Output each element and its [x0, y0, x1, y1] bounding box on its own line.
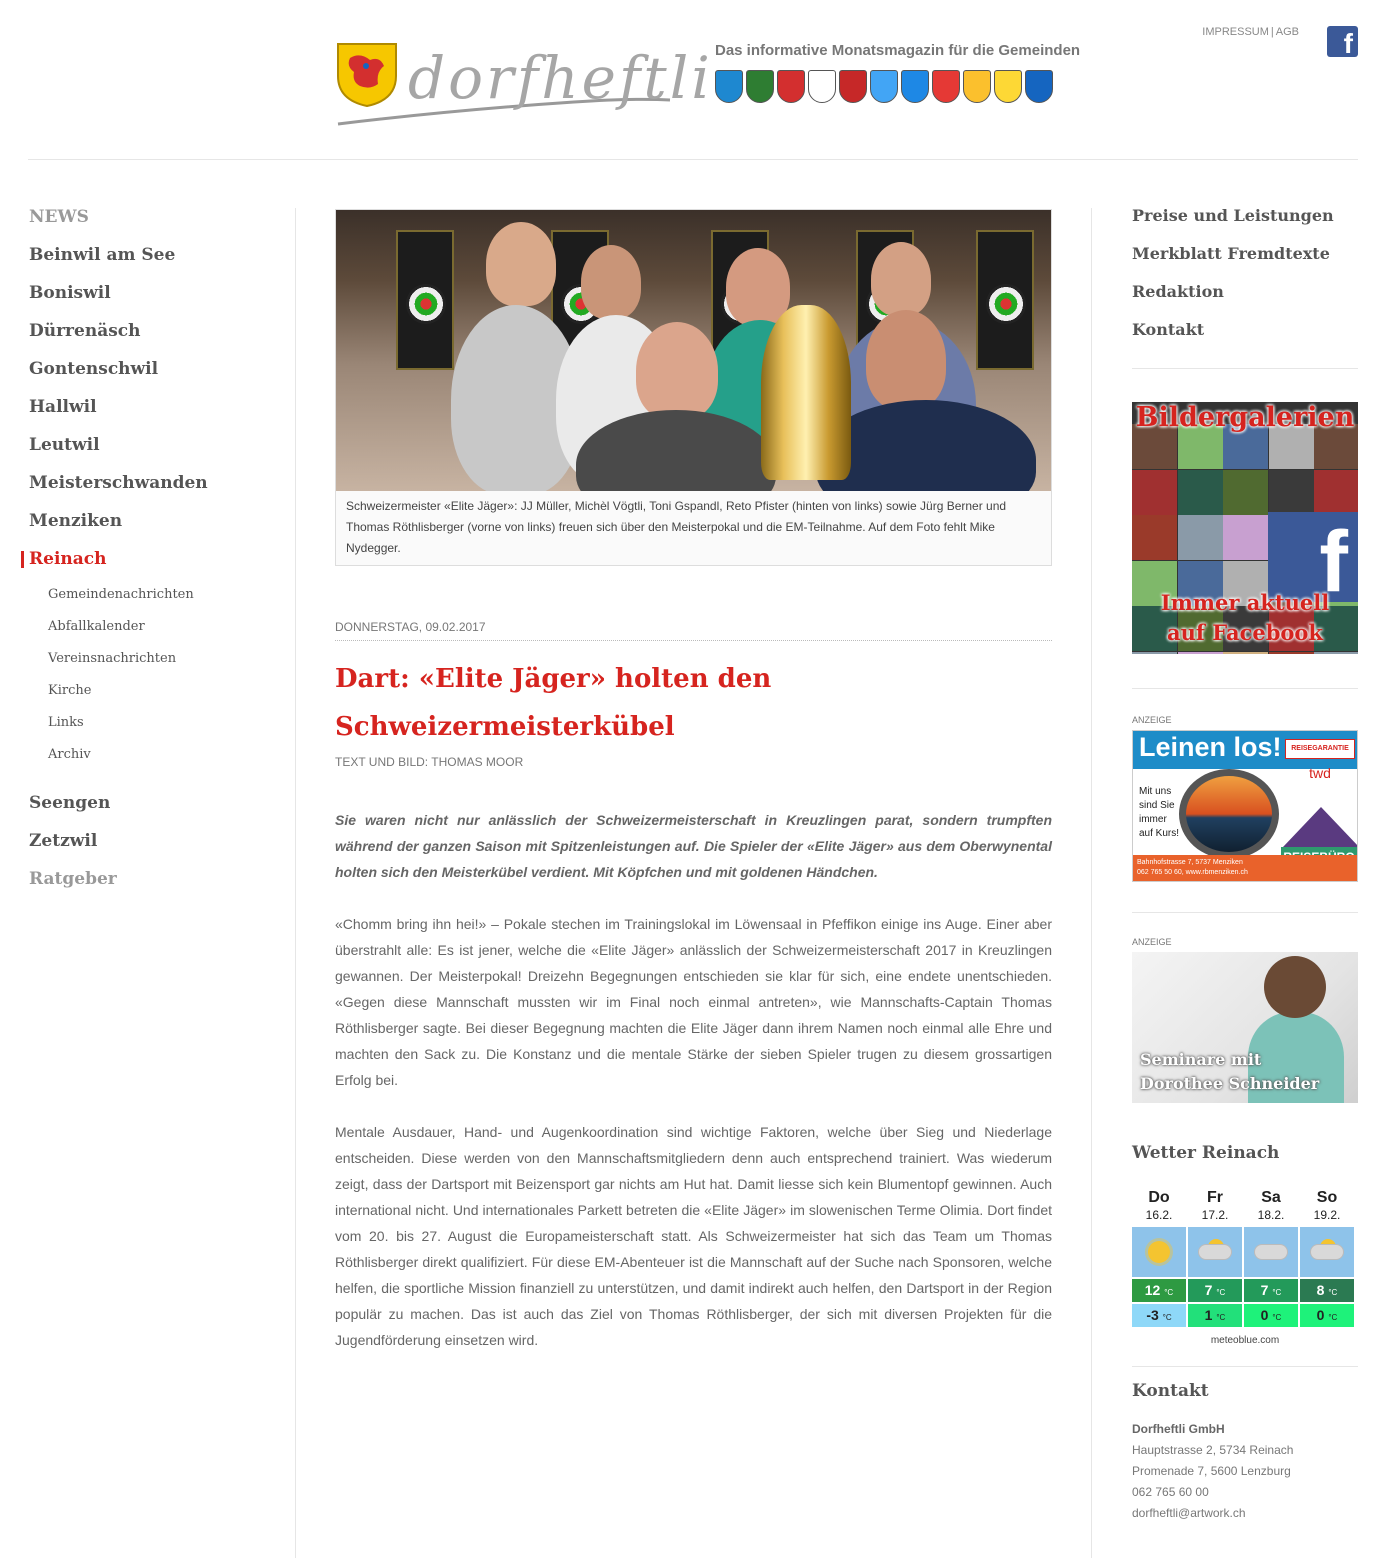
impressum-link[interactable]: IMPRESSUM [1202, 26, 1269, 38]
nav-item[interactable]: Beinwil am See [29, 245, 176, 265]
weather-day [1300, 1189, 1354, 1327]
gallery-thumbnail [1132, 515, 1177, 560]
community-crest-icon[interactable] [839, 70, 867, 103]
header-divider [28, 159, 1358, 160]
meteoblue-link[interactable]: meteoblue.com [1210, 1335, 1280, 1346]
temp-unit: °C [1272, 1288, 1282, 1297]
weather-day [1188, 1189, 1242, 1327]
article-photo[interactable] [336, 210, 1051, 491]
ad-label: ANZEIGE [1132, 937, 1172, 947]
sun-icon [1132, 1227, 1186, 1277]
nav-item[interactable]: Gontenschwil [29, 359, 159, 379]
facebook-icon[interactable]: f [1327, 26, 1358, 57]
temp-unit: °C [1162, 1313, 1172, 1322]
sidebar-divider [1132, 912, 1358, 913]
ad-twd-logo: twd [1309, 765, 1331, 781]
weather-day-name: Sa [1261, 1189, 1281, 1206]
article-figure [335, 209, 1052, 566]
subnav-item[interactable]: Abfallkalender [48, 619, 145, 634]
temp-unit: °C [1272, 1313, 1282, 1322]
tagline: Das informative Monatsmagazin für die Gemeinden [715, 42, 1081, 59]
temp-unit: °C [1328, 1313, 1338, 1322]
cloud-icon [1244, 1227, 1298, 1277]
article-paragraph: Mentale Ausdauer, Hand- und Augenkoordination sind wichtige Faktoren, welche über Sieg und Niederlage entscheiden. Diese werden von den Mannschaftsmitgliedern denn auch entsprechend trainiert. Was wiederum zeigt, dass der Dartsport mit Beizensport gar nichts am Hut hat. Damit liesse sich kein Blumentopf gewinnen. Auch international nicht. Und internationales Parkett betreten die «Elite Jäger» im slowenischen Terme Olimia. Dort findet vom 20. bis 27. August die Europameisterschaft statt. Als Schweizermeister hat sich das Team um Thomas Röthlisberger direkt qualifiziert. Für diese EM-Abenteuer ist die Mannschaft auf der Suche nach Sponsoren, welche helfen, die sportliche Mission finanziell zu unterstützen, und damit indirekt auch helfen, den Dartsport in der Region populär zu machen. Das ist auch das Ziel von Thomas Röthlisberger, der sich mit diversen Projekten für die Jugendförderung einsetzen wird. [335, 1124, 1052, 1348]
subnav-item[interactable]: Vereinsnachrichten [48, 651, 177, 666]
weather-title: Wetter Reinach [1132, 1143, 1280, 1163]
community-crest-icon[interactable] [715, 70, 743, 103]
logo-text: dorfheftli [408, 44, 713, 112]
gallery-thumbnail [1223, 515, 1268, 560]
weather-date: 19.2. [1313, 1208, 1341, 1222]
temp-unit: °C [1216, 1288, 1226, 1297]
nav-item[interactable]: Meisterschwanden [29, 473, 208, 493]
column-divider-left [295, 208, 296, 1558]
gallery-thumbnail [1223, 652, 1268, 655]
temp-min-value: -3 [1146, 1307, 1159, 1323]
nav-reinach[interactable]: Reinach [29, 548, 291, 586]
article [335, 209, 1052, 1353]
temp-min [1300, 1304, 1354, 1327]
ad-reisebuero[interactable] [1132, 730, 1358, 882]
site-logo[interactable] [334, 40, 713, 132]
contact-title: Kontakt [1132, 1381, 1209, 1401]
sidebar-link[interactable]: Merkblatt Fremdtexte [1132, 244, 1330, 263]
nav-item[interactable]: Boniswil [29, 283, 111, 303]
temp-max [1188, 1279, 1242, 1302]
subnav-item[interactable]: Links [48, 715, 84, 730]
subnav-item[interactable]: Kirche [48, 683, 92, 698]
temp-max [1132, 1279, 1186, 1302]
subnav [48, 586, 291, 778]
agb-link[interactable]: AGB [1275, 26, 1299, 38]
porthole-image [1179, 769, 1279, 859]
sidebar-divider [1132, 688, 1358, 689]
temp-unit: °C [1164, 1288, 1174, 1297]
temp-max [1300, 1279, 1354, 1302]
sidebar-divider [1132, 368, 1358, 369]
weather-day-name: So [1316, 1189, 1338, 1206]
weather-widget[interactable] [1132, 1189, 1358, 1327]
temp-max [1244, 1279, 1298, 1302]
right-sidebar [1132, 206, 1358, 1524]
gallery-thumbnail [1178, 652, 1223, 655]
weather-day-name: Do [1148, 1189, 1170, 1206]
ad-text [1140, 1048, 1319, 1096]
contact-address: Hauptstrasse 2, 5734 Reinach [1132, 1443, 1294, 1457]
photo-caption: Schweizermeister «Elite Jäger»: JJ Müller, Michèl Vögtli, Toni Gspandl, Reto Pfister (hinten von links) sowie Jürg Berner und Thomas Röthlisberger (vorne von links) freuen sich über den Meisterpokal und die EM-Teilnahme. Auf dem Foto fehlt Mike Nydegger. [346, 499, 1007, 555]
gallery-title: Bildergalerien [1135, 402, 1355, 433]
sidebar-divider [1132, 1366, 1358, 1367]
weather-date: 16.2. [1145, 1208, 1173, 1222]
ad-badge: REISEGARANTIE [1285, 739, 1355, 759]
nav-item[interactable]: Zetzwil [29, 831, 98, 851]
temp-min [1132, 1304, 1186, 1327]
gallery-banner[interactable] [1132, 402, 1358, 654]
column-divider-right [1091, 208, 1092, 1558]
nav-news[interactable]: NEWS [29, 207, 89, 227]
weather-date: 17.2. [1201, 1208, 1229, 1222]
subnav-item[interactable]: Gemeindenachrichten [48, 587, 194, 602]
temp-min-value: 1 [1204, 1307, 1213, 1323]
contact-company: Dorfheftli GmbH [1132, 1422, 1225, 1436]
nav-item[interactable]: Leutwil [29, 435, 100, 455]
contact-address: Promenade 7, 5600 Lenzburg [1132, 1464, 1291, 1478]
weather-date: 18.2. [1257, 1208, 1285, 1222]
temp-min [1244, 1304, 1298, 1327]
temp-unit: °C [1328, 1288, 1338, 1297]
gallery-thumbnail [1223, 470, 1268, 515]
article-paragraph: «Chomm bring ihn hei!» – Pokale stechen im Trainingslokal im Löwensaal in Pfeffikon einige ins Auge. Einer aber überstrahlt alle: Es ist jener, welche die «Elite Jäger» anlässlich der Schweizermeisterschaft 2017 in Kreuzlingen gewannen. Der Meisterpokal! Dreizehn Begegnungen entschieden sie klar für sich, eine endete unentschieden. «Gegen diese Mannschaft mussten wir im Final noch einmal antreten», wie Mannschafts-Captain Thomas Röthlisberger sagte. Bei dieser Begegnung machten die Elite Jäger dann ihrem Namen noch einmal alle Ehre und machten den Sack zu. Die Konstanz und die mentale Stärke der sieben Spieler trugen zu diesem grossartigen Erfolg bei. [335, 916, 1052, 1088]
meta-divider: | [1270, 26, 1274, 38]
contact-email[interactable]: dorfheftli@artwork.ch [1132, 1506, 1246, 1520]
community-crest-icon[interactable] [1025, 70, 1053, 103]
ad-footer: Bahnhofstrasse 7, 5737 Menziken 062 765 50 60, www.rbmenziken.ch [1133, 855, 1357, 881]
temp-max-value: 12 [1144, 1282, 1161, 1298]
gallery-thumbnail [1132, 470, 1177, 515]
sidebar-link[interactable]: Redaktion [1132, 282, 1224, 301]
gallery-footer-line: auf Facebook [1167, 620, 1323, 645]
weather-day [1244, 1189, 1298, 1327]
nav-item[interactable]: Dürrenäsch [29, 321, 141, 341]
ad-title: Leinen los! [1139, 732, 1282, 762]
nav-ratgeber[interactable]: Ratgeber [29, 869, 117, 889]
gallery-thumbnail [1178, 470, 1223, 515]
contact-phone: 062 765 60 00 [1132, 1485, 1209, 1499]
ad-seminare[interactable] [1132, 952, 1358, 1103]
gallery-thumbnail [1314, 470, 1358, 515]
community-crest-icon[interactable] [901, 70, 929, 103]
article-date: DONNERSTAG, 09.02.2017 [335, 620, 1052, 641]
gallery-thumbnail [1269, 470, 1314, 515]
weather-day [1132, 1189, 1186, 1327]
ad-text-line: Seminare mit [1140, 1050, 1262, 1069]
community-crests [715, 70, 1053, 103]
temp-min-value: 0 [1316, 1307, 1325, 1323]
temp-min-value: 0 [1260, 1307, 1269, 1323]
temp-max-value: 7 [1204, 1282, 1213, 1298]
article-title: Dart: «Elite Jäger» holten den Schweizermeisterkübel [335, 664, 772, 742]
gallery-thumbnail [1132, 652, 1177, 655]
temp-min [1188, 1304, 1242, 1327]
mountain-icon [1283, 807, 1358, 847]
sidebar-link[interactable]: Kontakt [1132, 320, 1205, 339]
gallery-thumbnail [1314, 652, 1358, 655]
ad-text-line: Dorothee Schneider [1140, 1074, 1320, 1093]
temp-max-value: 8 [1316, 1282, 1325, 1298]
facebook-icon: f [1268, 512, 1358, 602]
community-crest-icon[interactable] [746, 70, 774, 103]
cloud-sun-icon [1300, 1227, 1354, 1277]
community-crest-icon[interactable] [994, 70, 1022, 103]
community-crest-icon[interactable] [932, 70, 960, 103]
temp-max-value: 7 [1260, 1282, 1269, 1298]
cloud-sun-rain-icon [1188, 1227, 1242, 1277]
sidebar-link[interactable]: Preise und Leistungen [1132, 206, 1334, 225]
gallery-thumbnail [1178, 515, 1223, 560]
article-lead: Sie waren nicht nur anlässlich der Schweizermeisterschaft in Kreuzlingen parat, sondern trumpften während der ganzen Saison mit Spitzenleistungen auf. Die Spieler der «Elite Jäger» aus dem Oberwynental holten sich den Meisterkübel verdient. Mit Köpfchen und mit goldenen Händchen. [335, 812, 1052, 880]
ad-text: Mit uns sind Sie immer auf Kurs! [1139, 786, 1180, 839]
community-crest-icon[interactable] [963, 70, 991, 103]
contact-info [1132, 1419, 1358, 1524]
article-author: TEXT UND BILD: THOMAS MOOR [335, 755, 524, 769]
community-crest-icon[interactable] [777, 70, 805, 103]
weather-day-name: Fr [1207, 1189, 1223, 1206]
gallery-thumbnail [1269, 652, 1314, 655]
gallery-footer-line: Immer aktuell [1160, 590, 1330, 615]
community-crest-icon[interactable] [870, 70, 898, 103]
meta-links [1202, 26, 1299, 38]
temp-unit: °C [1216, 1313, 1226, 1322]
nav-item[interactable]: Seengen [29, 793, 111, 813]
community-crest-icon[interactable] [808, 70, 836, 103]
ad-label: ANZEIGE [1132, 715, 1172, 725]
main-nav [29, 206, 291, 906]
gallery-footer [1132, 588, 1358, 648]
nav-item[interactable]: Menziken [29, 511, 123, 531]
subnav-item[interactable]: Archiv [48, 747, 91, 762]
nav-item[interactable]: Hallwil [29, 397, 97, 417]
